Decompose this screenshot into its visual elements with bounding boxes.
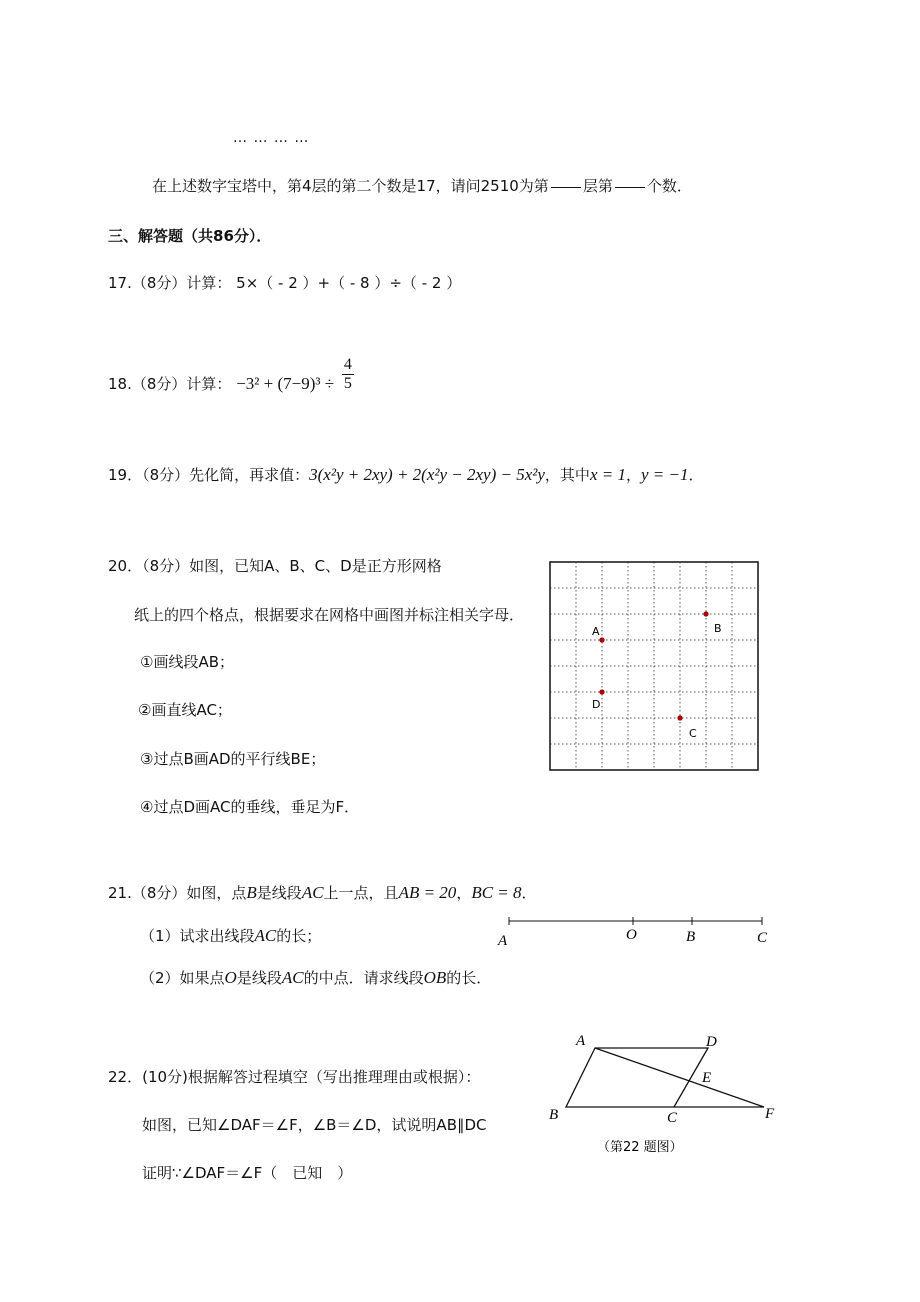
grid-point-d [599, 689, 604, 694]
grid-label-a: A [592, 625, 600, 638]
parallelogram-label-b: B [549, 1107, 559, 1123]
question-20-item3: ③过点B画AD的平行线BE； [140, 750, 326, 768]
q18-fraction [342, 356, 354, 393]
q21-sub2-a: （2）如果点 [140, 969, 225, 987]
segment-label-b: B [686, 929, 696, 945]
question-22-line1: 22．(10分)根据解答过程填空（写出推理理由或根据）： [108, 1068, 481, 1086]
segment-label-o: O [626, 927, 637, 943]
grid-point-b [703, 611, 708, 616]
grid-label-c: C [689, 727, 697, 740]
question-20-item1: ①画线段AB； [140, 653, 234, 671]
q21-sub2-ac: AC [281, 968, 304, 987]
q21-dot: ． [521, 884, 537, 902]
q18-denominator: 5 [343, 375, 352, 392]
question-17: 17.（8分）计算： 5×（ - 2 ）+（ - 8 ）÷（ - 2 ） [108, 274, 462, 292]
q21-ab-value: AB = 20 [398, 883, 457, 902]
q21-sub2-b: 是线段 [236, 969, 282, 987]
segment-label-a: A [498, 933, 508, 949]
question-20-item2: ②画直线AC； [138, 701, 232, 719]
q21-bc-value: BC = 8 [471, 883, 522, 902]
q18-label: 18.（8分）计算： [108, 375, 232, 393]
grid-label-b: B [714, 622, 722, 635]
question-20-line2: 纸上的四个格点，根据要求在网格中画图并标注相关字母． [134, 606, 525, 624]
q21-comma: ， [456, 884, 472, 902]
grid-point-a [599, 637, 604, 642]
segment-label-c: C [757, 930, 768, 946]
q19-label: 19．（8分）先化简，再求值： [108, 466, 310, 484]
ellipsis: … … … … [233, 130, 310, 146]
q16-part3: 个数． [646, 177, 692, 195]
question-19 [108, 464, 704, 485]
question-22-line3: 证明∵∠DAF＝∠F（ 已知 ） [142, 1164, 353, 1182]
q21-sub1-ac: AC [254, 926, 277, 945]
parallelogram-label-c: C [667, 1110, 678, 1126]
q21-text-c: 上一点，且 [323, 884, 399, 902]
q21-sub2-d: 的长． [446, 969, 492, 987]
parallelogram-label-a: A [576, 1033, 586, 1049]
segment-figure [495, 908, 780, 953]
q21-b: B [246, 883, 257, 902]
q18-numerator: 4 [343, 356, 352, 373]
question-18 [108, 356, 354, 402]
section-3-heading: 三、解答题（共86分）． [108, 227, 272, 245]
q19-x-value: x = 1 [589, 465, 626, 484]
q19-y-value: y = −1 [640, 465, 689, 484]
parallelogram-figure [545, 1028, 785, 1158]
question-20-item4: ④过点D画AC的垂线，垂足为F． [140, 798, 360, 816]
q18-expression: −3² + (7−9)³ ÷ [236, 374, 335, 393]
parallelogram-label-e: E [702, 1070, 712, 1086]
grid-label-d: D [592, 698, 601, 711]
q16-part1: 在上述数字宝塔中，第4层的第二个数是17，请问2510为第 [152, 177, 549, 195]
figure-caption: （第22 题图） [597, 1140, 683, 1155]
q21-sub2-o: O [224, 968, 237, 987]
question-21-sub2 [140, 967, 491, 988]
question-21-line1 [108, 882, 537, 903]
question-21-sub1 [140, 925, 321, 946]
q19-condition: ，其中 [544, 466, 590, 484]
question-22-line2: 如图，已知∠DAF＝∠F，∠B＝∠D，试说明AB∥DC [142, 1116, 487, 1134]
q21-ac: AC [301, 883, 324, 902]
q19-end: ． [688, 466, 704, 484]
q21-sub1-a: （1）试求出线段 [140, 927, 255, 945]
q21-text-b: 是线段 [256, 884, 302, 902]
question-20-line1: 20．（8分）如图，已知A、B、C、D是正方形网格 [108, 557, 442, 575]
q21-sub2-ob: OB [423, 968, 447, 987]
q16-part2: 层第 [582, 177, 613, 195]
parallelogram-label-f: F [765, 1106, 775, 1122]
q21-sub1-b: 的长； [276, 927, 322, 945]
parallelogram-label-d: D [706, 1034, 717, 1050]
q19-separator: ， [625, 466, 641, 484]
question-16-text [152, 175, 692, 196]
q21-text-a: 21.（8分）如图，点 [108, 884, 247, 902]
grid-point-c [677, 715, 682, 720]
q21-sub2-c: 的中点．请求线段 [303, 969, 424, 987]
square-grid-figure [548, 560, 762, 774]
q19-expression: 3(x²y + 2xy) + 2(x²y − 2xy) − 5x²y [309, 465, 545, 484]
